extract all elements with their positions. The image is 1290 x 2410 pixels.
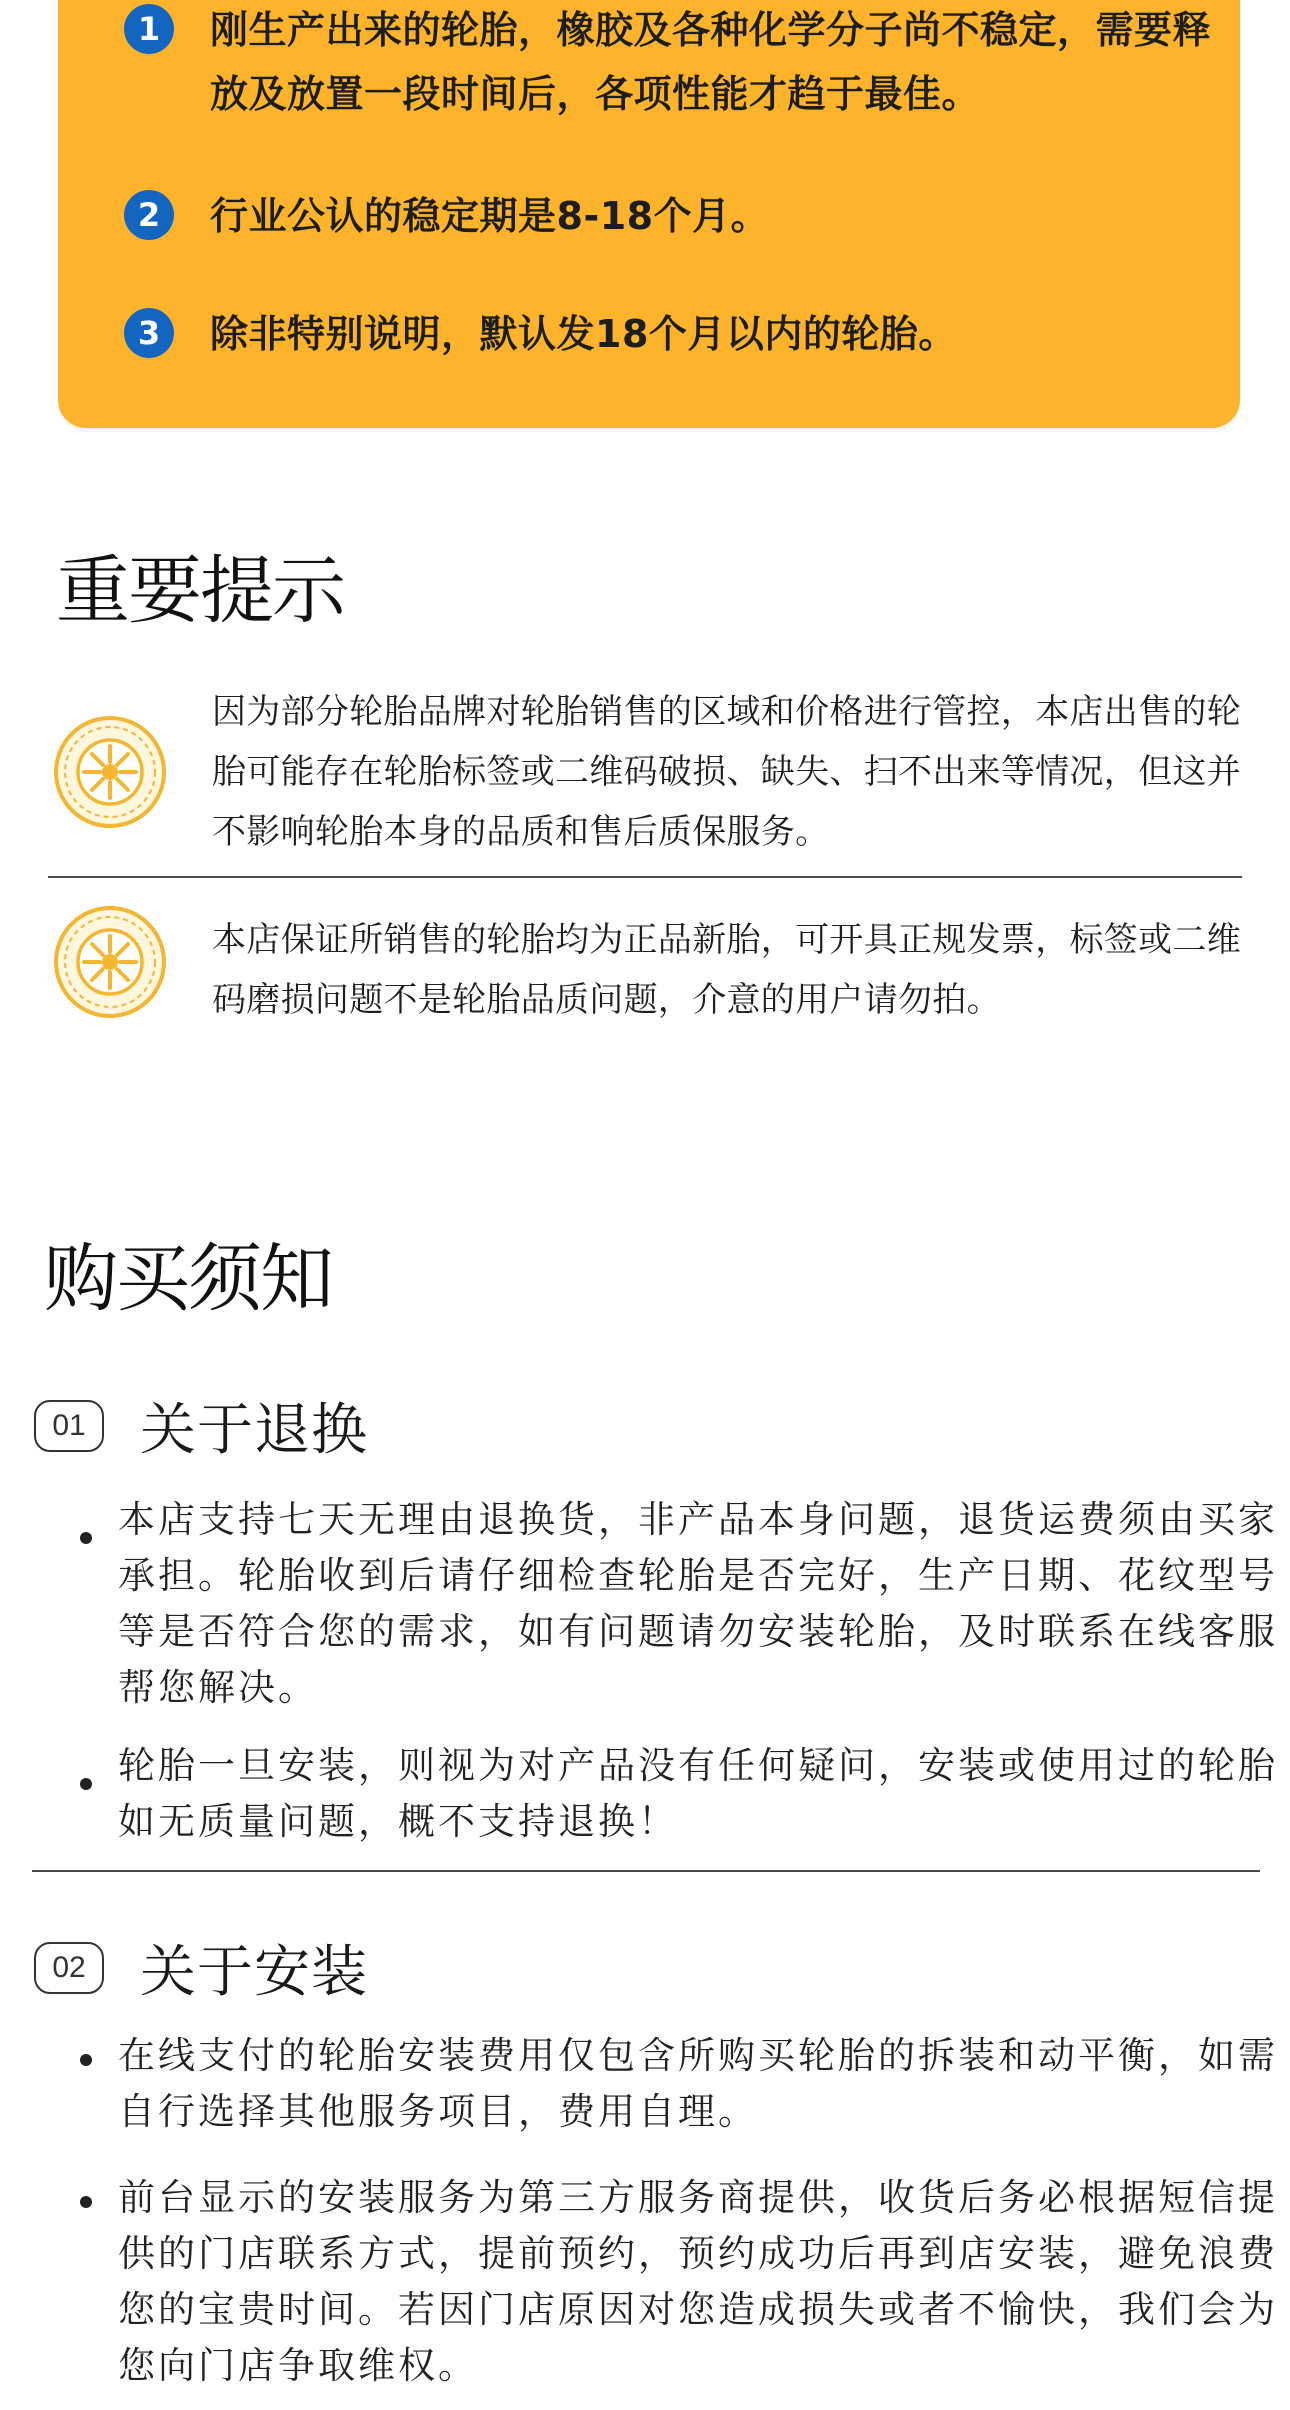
notice-divider	[48, 876, 1242, 878]
notice-text-1: 因为部分轮胎品牌对轮胎销售的区域和价格进行管控，本店出售的轮胎可能存在轮胎标签或二维码破损、缺失、扫不出来等情况，但这并不影响轮胎本身的品质和售后质保服务。	[212, 692, 1241, 852]
bullet-dot-icon	[80, 2054, 92, 2066]
bullet-text: 在线支付的轮胎安装费用仅包含所购买轮胎的拆装和动平衡，如需自行选择其他服务项目，费用自理。	[118, 2034, 1278, 2133]
section-header-returns	[34, 1386, 368, 1466]
tire-info-text-2: 行业公认的稳定期是8-18个月。	[210, 194, 770, 238]
number-badge-1: 1	[124, 4, 174, 54]
section-number-badge: 01	[34, 1400, 104, 1452]
bullet-dot-icon	[80, 1778, 92, 1790]
tire-info-item-1	[124, 0, 1220, 126]
tire-icon	[52, 904, 168, 1020]
number-badge-3: 3	[124, 308, 174, 358]
section-header-installation	[34, 1928, 368, 2008]
tire-info-card	[58, 0, 1240, 428]
section-title-returns: 关于退换	[140, 1398, 368, 1463]
tire-info-text-3: 除非特别说明，默认发18个月以内的轮胎。	[210, 312, 957, 356]
purchase-notes-title: 购买须知	[44, 1236, 332, 1322]
notice-item-1	[52, 668, 1242, 878]
tire-info-text-1: 刚生产出来的轮胎，橡胶及各种化学分子尚不稳定，需要释放及放置一段时间后，各项性能才趋于最佳。	[210, 8, 1212, 116]
bullet-text: 前台显示的安装服务为第三方服务商提供，收货后务必根据短信提供的门店联系方式，提前预约，预约成功后再到店安装，避免浪费您的宝贵时间。若因门店原因对您造成损失或者不愉快，我们会为您向门店争取维权。	[118, 2176, 1278, 2387]
section-title-installation: 关于安装	[140, 1940, 368, 2005]
important-notice-title: 重要提示	[56, 548, 344, 634]
notice-text-2: 本店保证所销售的轮胎均为正品新胎，可开具正规发票，标签或二维码磨损问题不是轮胎品质问题，介意的用户请勿拍。	[212, 920, 1241, 1020]
section-number-badge: 02	[34, 1942, 104, 1994]
notice-item-2	[52, 900, 1242, 1050]
tire-info-item-2	[124, 184, 1220, 248]
bullet-text: 本店支持七天无理由退换货，非产品本身问题，退货运费须由买家承担。轮胎收到后请仔细检查轮胎是否完好，生产日期、花纹型号等是否符合您的需求，如有问题请勿安装轮胎，及时联系在线客服帮您解决。	[118, 1498, 1278, 1709]
section-divider	[32, 1870, 1260, 1872]
tire-info-item-3	[124, 302, 1220, 366]
tire-icon	[52, 714, 168, 830]
number-badge-2: 2	[124, 190, 174, 240]
bullet-dot-icon	[80, 2196, 92, 2208]
bullet-text: 轮胎一旦安装，则视为对产品没有任何疑问，安装或使用过的轮胎如无质量问题，概不支持退换！	[118, 1744, 1278, 1843]
bullet-dot-icon	[80, 1532, 92, 1544]
